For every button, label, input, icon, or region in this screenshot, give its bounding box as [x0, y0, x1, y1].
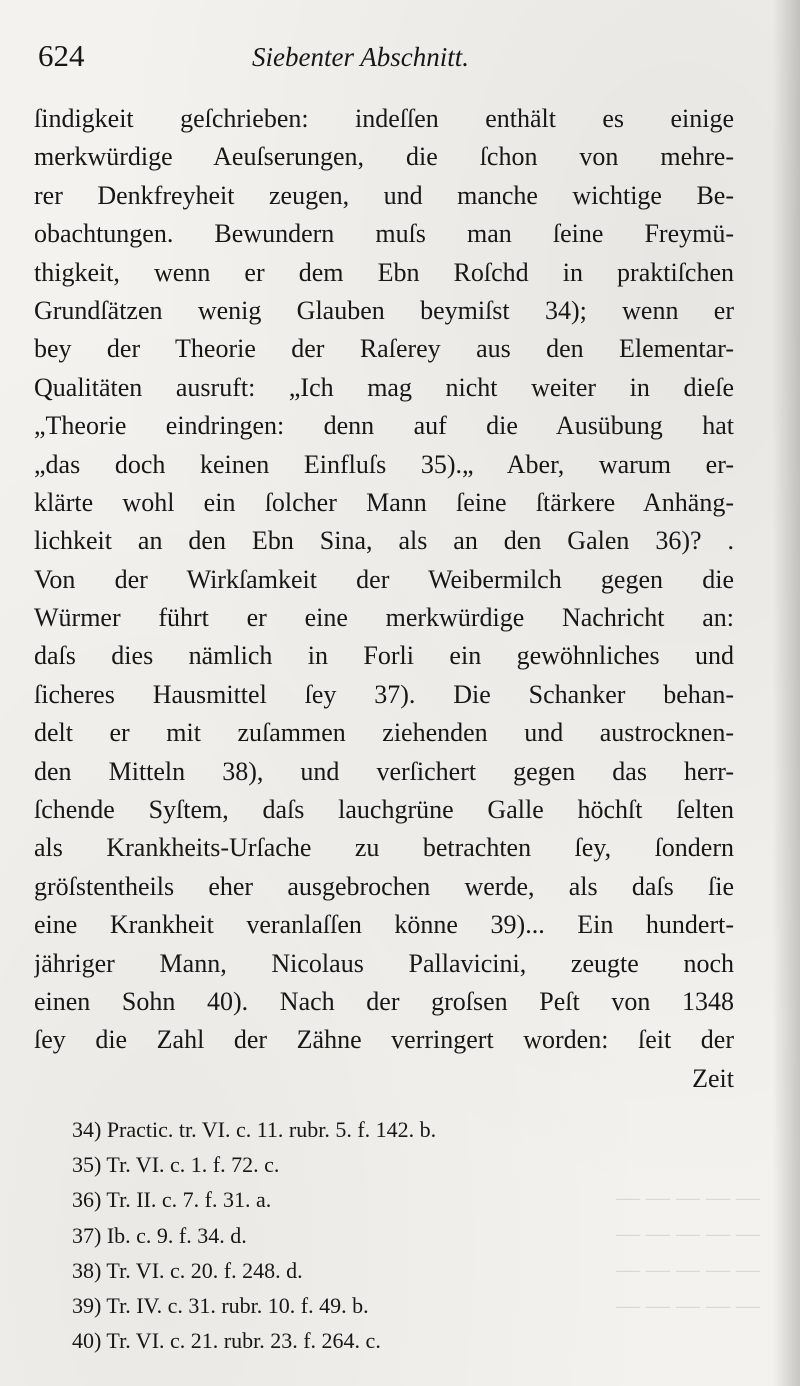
text-line: Von der Wirkſamkeit der Weibermilch gegen die: [34, 564, 734, 594]
show-through-text: — — — — — — — — — — — — — — — — — — — —: [616, 1185, 760, 1319]
body-text: [34, 100, 734, 1098]
footnote: 39) Tr. IV. c. 31. rubr. 10. f. 49. b.: [72, 1292, 369, 1318]
text-line: „Theorie eindringen: denn auf die Ausübung hat: [34, 411, 734, 441]
text-line: gröſstentheils eher ausgebrochen werde, als daſs ſie: [34, 871, 734, 901]
footnote: 36) Tr. II. c. 7. f. 31. a.: [72, 1187, 272, 1213]
footnotes: [72, 1112, 436, 1358]
text-line: Würmer führt er eine merkwürdige Nachricht an:: [34, 603, 734, 633]
text-line: jähriger Mann, Nicolaus Pallavicini, zeugte noch: [34, 948, 734, 978]
running-head: Siebenter Abschnitt.: [252, 42, 469, 72]
footnote: 40) Tr. VI. c. 21. rubr. 23. f. 264. c.: [72, 1328, 381, 1354]
text-line: obachtungen. Bewundern muſs man ſeine Freymü-: [34, 219, 734, 249]
text-line: eine Krankheit veranlaſſen könne 39)... Ein hundert-: [34, 910, 734, 940]
text-line: Grundſätzen wenig Glauben beymiſst 34); wenn er: [34, 295, 734, 325]
text-line: daſs dies nämlich in Forli ein gewöhnliches und: [34, 641, 734, 671]
footnote: 38) Tr. VI. c. 20. f. 248. d.: [72, 1257, 303, 1283]
text-line: ſindigkeit geſchrieben: indeſſen enthält es einige: [34, 104, 734, 133]
text-line: ſchende Syſtem, daſs lauchgrüne Galle höchſt ſelten: [34, 795, 734, 825]
text-line: merkwürdige Aeuſserungen, die ſchon von mehre-: [34, 142, 734, 172]
text-line: lichkeit an den Ebn Sina, als an den Galen 36)? .: [34, 526, 734, 556]
text-line: „das doch keinen Einfluſs 35).„ Aber, warum er-: [34, 449, 734, 479]
page-edge-shadow: [772, 0, 800, 1386]
text-line: rer Denkfreyheit zeugen, und manche wichtige Be-: [34, 180, 734, 210]
text-line: einen Sohn 40). Nach der groſsen Peſt von 1348: [34, 986, 734, 1016]
text-line: delt er mit zuſammen ziehenden und austrocknen-: [34, 718, 734, 748]
text-line: klärte wohl ein ſolcher Mann ſeine ſtärkere Anhäng-: [34, 487, 734, 517]
footnote: 37) Ib. c. 9. f. 34. d.: [72, 1222, 247, 1248]
text-line: thigkeit, wenn er dem Ebn Roſchd in praktiſchen: [34, 257, 734, 287]
text-line: ſicheres Hausmittel ſey 37). Die Schanker behan-: [34, 679, 734, 709]
footnote: 35) Tr. VI. c. 1. f. 72. c.: [72, 1152, 280, 1178]
text-line: den Mitteln 38), und verſichert gegen das herr-: [34, 756, 734, 786]
catchword: Zeit: [692, 1063, 734, 1093]
page-number: 624: [38, 38, 85, 73]
text-line: ſey die Zahl der Zähne verringert worden: ſeit der: [34, 1025, 734, 1055]
page-header: [38, 38, 758, 82]
text-line: bey der Theorie der Raſerey aus den Elementar-: [34, 334, 734, 364]
footnote: 34) Practic. tr. VI. c. 11. rubr. 5. f. 142. b.: [72, 1117, 437, 1142]
text-line: als Krankheits-Urſache zu betrachten ſey, ſondern: [34, 833, 734, 863]
text-line: Qualitäten ausruft: „Ich mag nicht weiter in dieſe: [34, 372, 734, 402]
